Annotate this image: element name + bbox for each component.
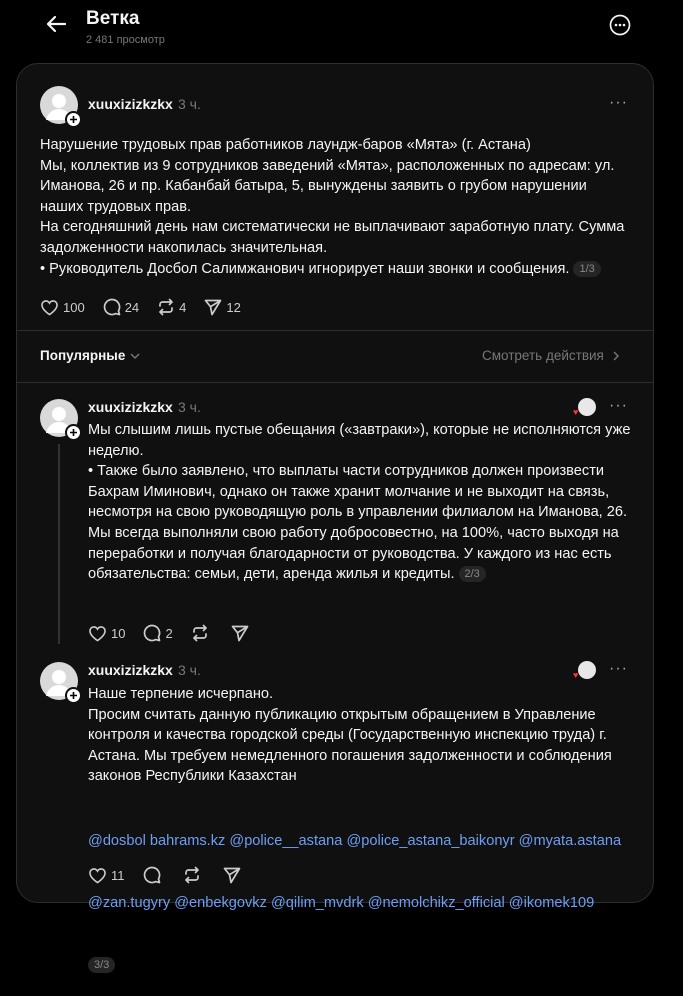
view-activity-label: Смотреть действия [482,348,604,363]
thread-line [58,444,60,644]
reply-text: Наше терпение исчерпано. Просим считать данную публикацию открытым обращением в Управление контроля и качества городской среды (Государственную инспекцию труда) г. Астана. Мы требуем немедленного погашения задолженности и соблюдения законов Республики Казахстан [88,686,612,785]
sort-label: Популярные [40,348,126,363]
repost-button[interactable] [183,866,205,884]
share-icon [231,625,249,642]
mention-link[interactable]: @qilim_mvdrk [270,894,364,911]
mention-link[interactable]: @enbekgovkz [174,894,267,911]
mention-link[interactable]: @police__astana [229,833,343,850]
more-circle-icon [609,14,631,36]
divider [17,382,653,383]
comment-count: 24 [124,299,140,315]
heart-icon [88,625,107,642]
share-button[interactable] [204,299,240,316]
view-activity-link[interactable] [482,348,622,363]
post-more-button[interactable]: ··· [609,94,628,111]
arrow-left-icon [46,15,66,33]
repost-button[interactable] [191,624,213,642]
post-actions [40,298,259,316]
avatar[interactable] [40,662,78,700]
reply-username[interactable]: xuuxizizkzkx [88,662,173,678]
comment-button[interactable] [103,298,139,316]
comment-icon [103,298,121,316]
chevron-right-icon [610,350,622,362]
mention-link[interactable]: @police_astana_baikonyr [346,833,515,850]
author-liked-avatar [573,661,596,680]
follow-plus-icon[interactable] [65,687,82,704]
reply-actions [88,866,263,884]
mentions-line [88,893,633,914]
comment-icon [143,866,161,884]
like-count: 10 [111,625,126,641]
heart-filled-icon: ♥ [573,407,579,417]
reply-actions [88,624,271,642]
share-icon [223,867,241,884]
divider [17,330,653,331]
more-options-button[interactable] [609,14,631,36]
follow-plus-icon[interactable] [65,111,82,128]
mention-link[interactable]: @ikomek109 [508,894,595,911]
like-button[interactable] [88,625,125,642]
reply-counter: 3/3 [88,957,115,973]
top-bar [0,0,683,60]
repost-count: 4 [179,299,187,315]
like-button[interactable] [40,299,85,316]
like-button[interactable] [88,867,125,884]
comment-icon [143,624,161,642]
heart-icon [40,299,59,316]
back-button[interactable] [44,12,68,36]
follow-plus-icon[interactable] [65,424,82,441]
mention-link[interactable]: @dosbol bahrams.kz [88,833,226,850]
share-count: 12 [226,299,241,315]
page-title: Ветка [86,8,140,29]
views-count: 2 481 просмотр [86,34,165,46]
reply-username[interactable]: xuuxizizkzkx [88,399,173,415]
reply-text: Мы слышим лишь пустые обещания («завтраки»), которые не исполняются уже неделю. • Также было заявлено, что выплаты части сотрудников должен произвести Бахрам Иминович, однако он также хранит молчание и не выходит на связь, несмотря на свою руководящую роль в управлении филиалом на Иманова, 26. Мы всегда выполняли свою работу добросовестно, на 100%, часто выходя на переработки и получая благодарности от руководства. У каждого из нас есть обязательства: семьи, дети, аренда жилья и кредиты. [88,422,631,583]
post-body [40,135,630,279]
like-count: 100 [63,299,85,315]
post-time: 3 ч. [178,96,201,112]
mention-link[interactable]: @myata.astana [518,833,622,850]
avatar[interactable] [40,86,78,124]
share-icon [204,299,222,316]
avatar[interactable] [40,399,78,437]
comment-button[interactable] [143,866,165,884]
repost-icon [191,624,209,642]
chevron-down-icon [129,351,141,361]
reply-time: 3 ч. [178,399,201,415]
reply-more-button[interactable]: ··· [609,660,628,677]
author-liked-avatar [573,398,596,417]
sort-dropdown[interactable] [40,348,141,363]
mention-link[interactable]: @nemolchikz_official [367,894,505,911]
repost-button[interactable] [157,298,186,316]
mentions-block [88,790,633,996]
comment-button[interactable] [143,624,172,642]
comment-count: 2 [165,625,173,641]
heart-filled-icon: ♥ [573,670,579,680]
reply-time: 3 ч. [178,662,201,678]
share-button[interactable] [231,625,253,642]
mentions-line [88,831,633,852]
like-count: 11 [111,867,125,883]
post-text: Нарушение трудовых прав работников лаундж-баров «Мята» (г. Астана) Мы, коллектив из 9 сотрудников заведений «Мята», расположенных по адресам: ул. Иманова, 26 и пр. Кабанбай батыра, 5, вынуждены заявить о грубом нарушении наших трудовых прав. На сегодняшний день нам систематически не выплачивают заработную плату. Сумма задолженности накопилась значительная. • Руководитель Досбол Салимжанович игнорирует наши звонки и сообщения. [40,137,625,277]
post-username[interactable]: xuuxizizkzkx [88,96,173,112]
reply-more-button[interactable]: ··· [609,397,628,414]
share-button[interactable] [223,867,245,884]
reply-counter: 2/3 [459,566,486,582]
repost-icon [183,866,201,884]
post-counter: 1/3 [573,261,600,277]
heart-icon [88,867,107,884]
reply-body [88,684,633,787]
reply-body [88,420,633,585]
mention-link[interactable]: @zan.tugyry [88,894,171,911]
repost-icon [157,298,175,316]
